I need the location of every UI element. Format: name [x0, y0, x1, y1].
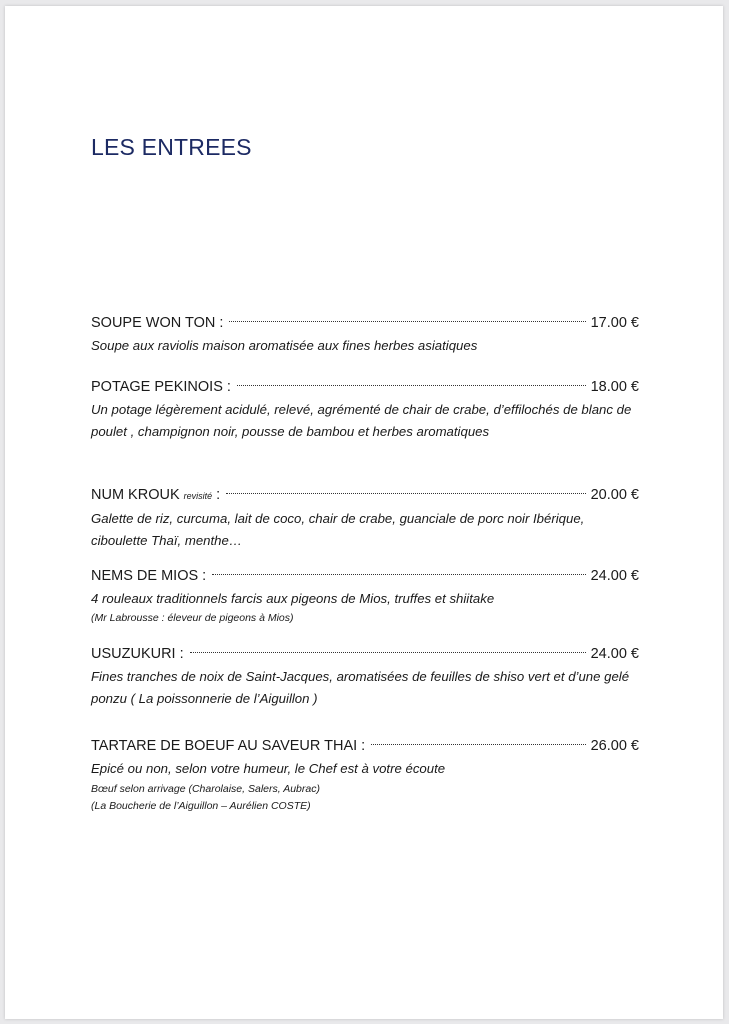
dish-price: 24.00 €: [590, 568, 639, 584]
colon: :: [216, 487, 221, 503]
dish-price: 24.00 €: [590, 646, 639, 662]
colon: :: [361, 738, 366, 754]
dish-description: Fines tranches de noix de Saint-Jacques, aromatisées de feuilles de shiso vert et d’une gelé ponzu ( La poissonnerie de l’Aiguillon ): [91, 669, 630, 706]
menu-item-header: [91, 730, 639, 756]
dish-name: USUZUKURI: [91, 646, 176, 662]
dish-name: TARTARE DE BOEUF AU SAVEUR THAI: [91, 738, 358, 754]
dish-name: NEMS DE MIOS: [91, 568, 199, 584]
colon: :: [226, 379, 231, 395]
menu-item-usuzukuri: [91, 638, 639, 709]
dot-leader: [190, 638, 586, 658]
menu-item-header: [91, 307, 639, 333]
menu-item-header: [91, 479, 639, 506]
dish-description: Soupe aux raviolis maison aromatisée aux fines herbes asiatiques: [91, 338, 478, 353]
dot-leader: [226, 479, 585, 499]
menu-item-num-krouk: [91, 479, 639, 551]
dot-leader: [371, 730, 585, 750]
colon: :: [219, 315, 224, 331]
dish-price: 18.00 €: [590, 379, 639, 395]
dish-origin-note: Bœuf selon arrivage (Charolaise, Salers, Aubrac): [91, 782, 320, 795]
dot-leader: [237, 371, 586, 391]
dot-leader: [212, 560, 585, 580]
dish-price: 20.00 €: [590, 487, 639, 503]
dish-price: 17.00 €: [590, 315, 639, 331]
menu-page: [5, 6, 723, 1019]
dish-price: 26.00 €: [590, 738, 639, 754]
colon: :: [179, 646, 184, 662]
menu-item-soupe-won-ton: [91, 307, 639, 357]
dish-note: revisité: [183, 491, 213, 501]
menu-item-header: [91, 371, 639, 397]
colon: :: [202, 568, 207, 584]
menu-item-header: [91, 638, 639, 664]
dish-supplier-note: (La Boucherie de l’Aiguillon – Aurélien COSTE): [91, 799, 311, 812]
section-title: LES ENTREES: [91, 134, 252, 160]
dish-supplier-note: (Mr Labrousse : éleveur de pigeons à Mios): [91, 611, 294, 624]
menu-item-nems-de-mios: [91, 560, 639, 627]
dish-name: SOUPE WON TON: [91, 315, 216, 331]
dish-description: Galette de riz, curcuma, lait de coco, chair de crabe, guanciale de porc noir Ibérique, ciboulette Thaï, menthe…: [91, 511, 585, 548]
menu-item-tartare-de-boeuf: [91, 730, 639, 815]
menu-item-potage-pekinois: [91, 371, 639, 442]
dish-description: Epicé ou non, selon votre humeur, le Chef est à votre écoute: [91, 761, 446, 776]
dish-name: POTAGE PEKINOIS: [91, 379, 223, 395]
dish-name: NUM KROUK: [91, 487, 180, 503]
dish-description: 4 rouleaux traditionnels farcis aux pigeons de Mios, truffes et shiitake: [91, 591, 495, 606]
dish-description: Un potage légèrement acidulé, relevé, agrémenté de chair de crabe, d’effilochés de blanc de poulet , champignon noir, pousse de bambou et herbes aromatiques: [91, 402, 632, 439]
dot-leader: [229, 307, 585, 327]
menu-item-header: [91, 560, 639, 586]
